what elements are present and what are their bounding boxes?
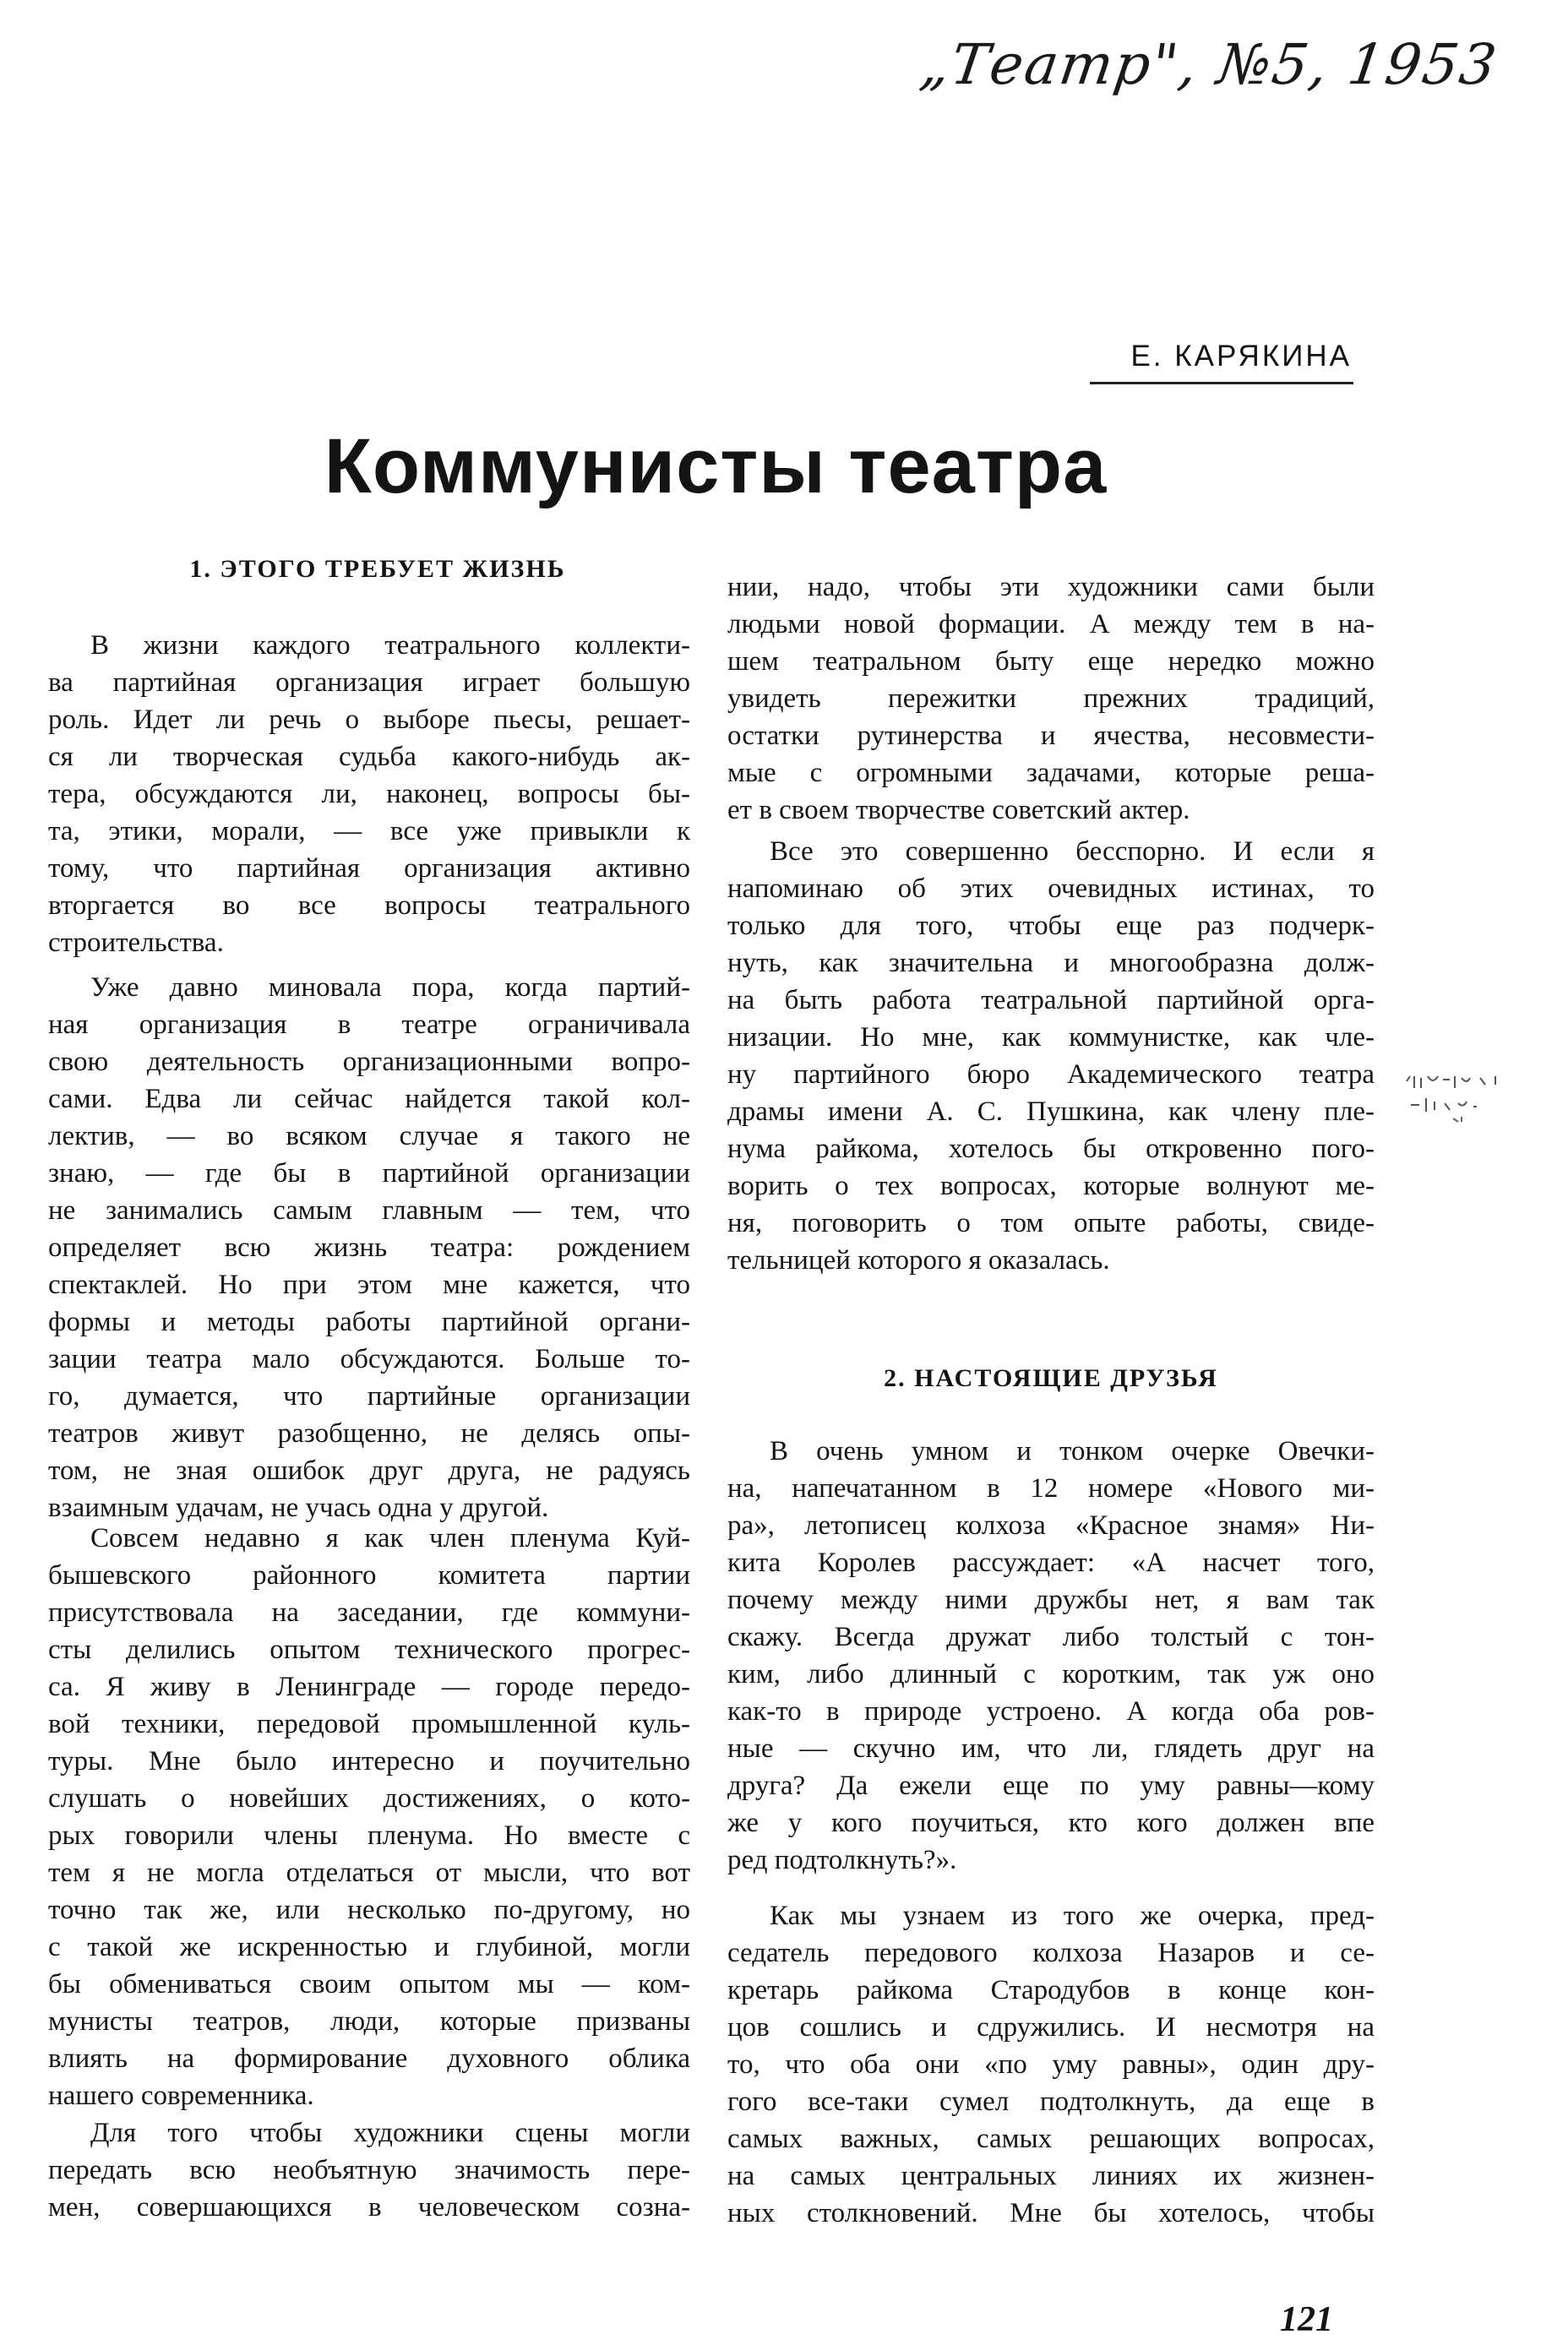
margin-scribble-icon [1402, 1066, 1529, 1125]
text-line: увидеть пережитки прежних традиций, [727, 683, 1375, 714]
text-line: ные — скучно им, что ли, глядеть друг на [727, 1733, 1375, 1764]
text-line: В жизни каждого театрального коллекти- [90, 630, 690, 661]
text-line: почему между ними дружбы нет, я вам так [727, 1585, 1375, 1615]
text-line: передать всю необъятную значимость пере- [48, 2155, 690, 2185]
text-line: том, не зная ошибок друг друга, не радуясь [48, 1455, 690, 1486]
text-line: са. Я живу в Ленинграде — городе передо- [48, 1672, 690, 1702]
text-line: лектив, — во всяком случае я такого не [48, 1121, 690, 1151]
author-underline [1090, 382, 1353, 384]
text-line: взаимным удачам, не учась одна у другой. [48, 1493, 549, 1523]
paragraph [48, 969, 690, 1526]
text-line: нуть, как значительна и многообразна долж- [727, 948, 1375, 978]
text-line: только для того, чтобы еще раз подчерк- [727, 911, 1375, 941]
text-line: бышевского районного комитета партии [48, 1560, 690, 1591]
text-line: седатель передового колхоза Назаров и се- [727, 1938, 1375, 1968]
text-line: вторгается во все вопросы театрального [48, 890, 690, 921]
text-line: нашего современника. [48, 2081, 314, 2111]
text-line: кита Королев рассуждает: «А насчет того, [727, 1548, 1375, 1578]
text-line: ворить о тех вопросах, которые волнуют ме- [727, 1171, 1375, 1201]
text-line: мые с огромными задачами, которые реша- [727, 758, 1375, 788]
text-line: как-то в природе устроено. А когда оба ров- [727, 1696, 1375, 1727]
text-line: та, этики, морали, — все уже привыкли к [48, 816, 690, 846]
text-line: спектаклей. Но при этом мне кажется, что [48, 1270, 690, 1300]
text-line: бы обмениваться своим опытом мы — ком- [48, 1969, 690, 2000]
text-line: формы и методы работы партийной органи- [48, 1307, 690, 1337]
text-line: низации. Но мне, как коммунистке, как чле- [727, 1022, 1375, 1053]
text-line: Совсем недавно я как член пленума Куй- [90, 1523, 690, 1553]
text-line: на самых центральных линиях их жизнен- [727, 2161, 1375, 2191]
text-line: нума райкома, хотелось бы откровенно пого- [727, 1134, 1375, 1164]
handwritten-source-note: „Театр", №5, 1953 [916, 32, 1502, 97]
text-line: Все это совершенно бесспорно. И если я [770, 836, 1375, 867]
paragraph [727, 1433, 1375, 1879]
article-title: Коммунисты театра [324, 423, 1108, 509]
text-line: то, что оба они «по уму равны», один дру- [727, 2049, 1375, 2080]
paragraph [48, 2114, 690, 2226]
text-line: ная организация в театре ограничивала [48, 1009, 690, 1040]
text-line: театров живут разобщенно, не делясь опы- [48, 1418, 690, 1449]
paragraph [727, 1897, 1375, 2232]
text-line: ет в своем творчестве советский актер. [727, 795, 1190, 825]
page-number: 121 [1280, 2300, 1333, 2339]
text-line: скажу. Всегда дружат либо толстый с тон- [727, 1622, 1375, 1652]
text-line: влиять на формирование духовного облика [48, 2043, 690, 2074]
text-line: ных столкновений. Мне бы хотелось, чтобы [727, 2198, 1375, 2228]
text-line: кретарь райкома Стародубов в конце кон- [727, 1975, 1375, 2005]
text-line: гого все-таки сумел подтолкнуть, да еще в [727, 2087, 1375, 2117]
text-line: сты делились опытом технического прогрес- [48, 1635, 690, 1665]
text-line: цов сошлись и сдружились. И несмотря на [727, 2012, 1375, 2043]
text-line: на быть работа театральной партийной орга- [727, 985, 1375, 1015]
text-line: присутствовала на заседании, где коммуни- [48, 1597, 690, 1628]
text-line: тера, обсуждаются ли, наконец, вопросы бы- [48, 779, 690, 809]
text-line: же у кого поучиться, кто кого должен впе [727, 1808, 1375, 1838]
text-line: определяет всю жизнь театра: рождением [48, 1232, 690, 1263]
text-line: строительства. [48, 928, 224, 958]
text-line: шем театральном быту еще нередко можно [727, 646, 1375, 677]
text-line: ну партийного бюро Академического театра [727, 1059, 1375, 1090]
text-line: друга? Да ежели еще по уму равны—кому [727, 1771, 1375, 1801]
text-line: ред подтолкнуть?». [727, 1845, 957, 1875]
section-heading-2: 2. НАСТОЯЩИЕ ДРУЗЬЯ [884, 1364, 1218, 1392]
text-line: мунисты театров, люди, которые призваны [48, 2006, 690, 2037]
text-line: точно так же, или несколько по-другому, но [48, 1895, 690, 1925]
text-line: рых говорили члены пленума. Но вместе с [48, 1820, 690, 1851]
text-line: нии, надо, чтобы эти художники сами были [727, 572, 1375, 602]
text-line: тем я не могла отделаться от мысли, что вот [48, 1858, 690, 1888]
text-line: зации театра мало обсуждаются. Больше то- [48, 1344, 690, 1374]
text-line: напоминаю об этих очевидных истинах, то [727, 873, 1375, 904]
text-line: ня, поговорить о том опыте работы, свиде- [727, 1208, 1375, 1238]
text-line: с такой же искренностью и глубиной, могли [48, 1932, 690, 1962]
text-line: мен, совершающихся в человеческом созна- [48, 2192, 690, 2223]
paragraph [727, 833, 1375, 1279]
text-line: ра», летописец колхоза «Красное знамя» Ни- [727, 1510, 1375, 1541]
text-line: знаю, — где бы в партийной организации [48, 1158, 690, 1189]
author-name: Е. КАРЯКИНА [1130, 340, 1352, 373]
text-line: В очень умном и тонком очерке Овечки- [770, 1436, 1375, 1466]
text-line: драмы имени А. С. Пушкина, как члену пле- [727, 1096, 1375, 1127]
text-line: Уже давно миновала пора, когда партий- [90, 972, 690, 1003]
text-line: сами. Едва ли сейчас найдется такой кол- [48, 1084, 690, 1114]
text-line: роль. Идет ли речь о выборе пьесы, решает- [48, 705, 690, 735]
text-line: на, напечатанном в 12 номере «Нового ми- [727, 1473, 1375, 1504]
text-line: слушать о новейших достижениях, о кото- [48, 1783, 690, 1814]
paragraph [48, 1520, 690, 2114]
text-line: тельницей которого я оказалась. [727, 1245, 1110, 1276]
text-line: ва партийная организация играет большую [48, 667, 690, 698]
text-line: тому, что партийная организация активно [48, 853, 690, 884]
text-line: ким, либо длинный с коротким, так уж оно [727, 1659, 1375, 1689]
text-line: вой техники, передовой промышленной куль- [48, 1709, 690, 1739]
text-line: самых важных, самых решающих вопросах, [727, 2124, 1375, 2154]
text-line: не занимались самым главным — тем, что [48, 1195, 690, 1226]
section-heading-1: 1. ЭТОГО ТРЕБУЕТ ЖИЗНЬ [189, 555, 566, 583]
text-line: Для того чтобы художники сцены могли [90, 2118, 690, 2148]
paragraph [48, 627, 690, 961]
text-line: го, думается, что партийные организации [48, 1381, 690, 1412]
text-line: свою деятельность организационными вопро- [48, 1047, 690, 1077]
text-line: ся ли творческая судьба какого-нибудь ак- [48, 742, 690, 772]
text-line: остатки рутинерства и ячества, несовмести- [727, 721, 1375, 751]
text-line: туры. Мне было интересно и поучительно [48, 1746, 690, 1776]
text-line: людьми новой формации. А между тем в на- [727, 609, 1375, 639]
text-line: Как мы узнаем из того же очерка, пред- [770, 1901, 1375, 1931]
paragraph-continued [727, 569, 1375, 829]
